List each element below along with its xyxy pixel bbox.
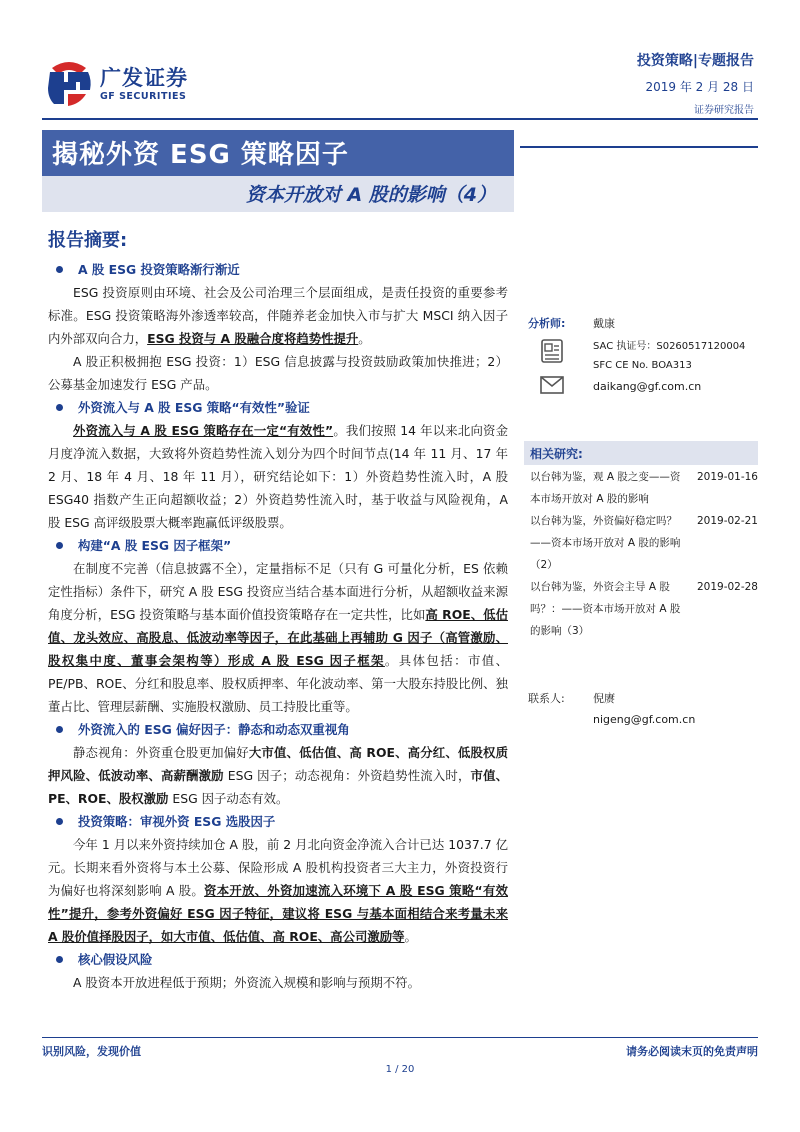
section-paragraph	[48, 350, 508, 396]
section-paragraph	[48, 741, 508, 810]
analyst-label: 分析师:	[528, 317, 566, 330]
footer-disclaimer: 请务必阅读末页的免责声明	[626, 1045, 758, 1058]
paragraph-text: 。我们按照 14 年以来北向资金月度净流入数据，大致将外资趋势性流入划分为四个时间节点(14 年 11 月、17 年 2 月、18 年 4 月、18 年 11 月），研究结论如下：1）外资趋势性流入时，A 股 ESG40 指数产生正向超额收益；2）外资趋势性流入时，基于收益与风险视角，A 股 ESG 高评级股票大概率跑赢低评级股票。	[48, 423, 508, 530]
analyst-sac: SAC 执证号：S0260517120004	[593, 341, 746, 352]
paragraph-text: 在制度不完善（信息披露不全），定量指标不足（只有 G 可量化分析，ES 依赖定性指标）条件下，研究 A 股 ESG 投资应当结合基本面进行分析，从超额收益来源角度分析，ESG 投资策略与基本面价值投资策略存在一定共性，比如	[48, 561, 508, 622]
section-heading: 核心假设风险	[48, 948, 508, 971]
paragraph-text: ESG 投资原则由环境、社会及公司治理三个层面组成，是责任投资的重要参考标准。ESG 投资策略海外渗透率较高，伴随养老金加快入市与扩大 MSCI 纳入因子内外部双向合力，	[48, 285, 508, 346]
section-heading: A 股 ESG 投资策略渐行渐近	[48, 258, 508, 281]
related-item[interactable]	[530, 576, 760, 642]
paragraph-text: A 股资本开放进程低于预期；外资流入规模和影响与预期不符。	[73, 975, 420, 990]
contact-name: 倪赓	[593, 692, 615, 705]
related-item-title: 以台韩为鉴，外资会主导 A 股吗？：——资本市场开放对 A 股的影响（3）	[530, 581, 681, 637]
section-paragraph	[48, 419, 508, 534]
paragraph-text: 。	[358, 331, 371, 346]
paragraph-emphasis-underline: 外资流入与 A 股 ESG 策略存在一定“有效性”	[73, 423, 334, 438]
section-paragraph	[48, 971, 508, 994]
abstract-heading: 报告摘要:	[48, 230, 128, 251]
subtitle-band	[42, 176, 514, 212]
footer-slogan: 识别风险，发现价值	[42, 1045, 141, 1058]
paragraph-text: ESG 因子；动态视角：外资趋势性流入时，	[223, 768, 471, 783]
report-date: 2019 年 2 月 28 日	[645, 80, 754, 94]
related-heading: 相关研究:	[530, 447, 583, 461]
analyst-sfc: SFC CE No. BOA313	[593, 360, 692, 371]
paragraph-emphasis-bold: 大市值、低估值、高 ROE、高分红、低股权质押风险、低波动率、高薪酬激励	[48, 745, 509, 783]
section-paragraph	[48, 281, 508, 350]
paragraph-emphasis-bold: 市值、PE、ROE、股权激励	[48, 768, 509, 806]
header-divider	[42, 118, 758, 120]
title-band	[42, 130, 514, 176]
page-subtitle: 资本开放对 A 股的影响（4）	[245, 184, 496, 206]
section-heading: 外资流入与 A 股 ESG 策略“有效性”验证	[48, 396, 508, 419]
related-item-title: 以台韩为鉴，观 A 股之变——资本市场开放对 A 股的影响	[530, 471, 681, 505]
paragraph-emphasis-underline: 高 ROE、低估值、龙头效应、高股息、低波动率等因子，在此基础上再辅助 G 因子（高管激励、股权集中度、董事会架构等）形成 A 股 ESG 因子框架	[48, 607, 508, 668]
paragraph-emphasis-underline: 资本开放、外资加速流入环境下 A 股 ESG 策略“有效性”提升，参考外资偏好 ESG 因子特征，建议将 ESG 与基本面相结合来考量未来 A 股价值择股因子，如大市值、低估值、高 ROE、高公司激励等	[48, 883, 509, 944]
section-heading: 外资流入的 ESG 偏好因子：静态和动态双重视角	[48, 718, 508, 741]
paragraph-text: 静态视角：外资重仓股更加偏好	[73, 745, 249, 760]
title-right-rule	[520, 130, 758, 148]
footer-divider	[42, 1037, 758, 1038]
contact-label: 联系人:	[528, 692, 565, 705]
id-card-icon	[540, 338, 564, 364]
paragraph-text: 。具体包括：市值、PE/PB、ROE、分红和股息率、股权质押率、年化波动率、第一大股东持股比例、独董占比、管理层薪酬、实施股权激励、员工持股比重等。	[48, 653, 509, 714]
page-title: 揭秘外资 ESG 策略因子	[52, 140, 349, 170]
page-number: 1 / 20	[385, 1064, 415, 1075]
paragraph-text: A 股正积极拥抱 ESG 投资：1）ESG 信息披露与投资鼓励政策加快推进；2）公募基金加速发行 ESG 产品。	[48, 354, 508, 392]
paragraph-text: 。	[404, 929, 417, 944]
related-item[interactable]	[530, 510, 760, 576]
section-paragraph	[48, 557, 508, 718]
logo-en-text: GF SECURITIES	[100, 91, 187, 102]
header-meta	[637, 50, 754, 116]
paragraph-emphasis-underline: ESG 投资与 A 股融合度将趋势性提升	[147, 331, 359, 346]
analyst-email[interactable]: daikang@gf.com.cn	[593, 380, 702, 393]
gf-logo-icon	[46, 58, 92, 108]
report-category: 证券研究报告	[694, 105, 754, 116]
section-heading: 投资策略：审视外资 ESG 选股因子	[48, 810, 508, 833]
company-logo	[46, 58, 216, 108]
contact-email[interactable]: nigeng@gf.com.cn	[593, 713, 696, 726]
logo-cn-text: 广发证券	[100, 66, 188, 90]
section-paragraph	[48, 833, 508, 948]
related-item-date: 2019-02-21	[696, 515, 758, 527]
report-type: 投资策略|专题报告	[636, 53, 754, 69]
related-band	[524, 441, 758, 465]
related-item[interactable]	[530, 466, 760, 510]
related-item-title: 以台韩为鉴，外资偏好稳定吗？——资本市场开放对 A 股的影响（2）	[530, 515, 681, 571]
paragraph-text: 今年 1 月以来外资持续加仓 A 股，前 2 月北向资金净流入合计已达 1037.7 亿元。长期来看外资将与本土公募、保险形成 A 股机构投资者三大主力，外资投资行为偏好也将深刻影响 A 股。	[48, 837, 508, 898]
analyst-name: 戴康	[593, 317, 615, 330]
mail-icon	[540, 376, 564, 394]
section-heading: 构建“A 股 ESG 因子框架”	[48, 534, 508, 557]
abstract-body	[48, 258, 508, 994]
related-item-date: 2019-02-28	[696, 581, 758, 593]
paragraph-text: ESG 因子动态有效。	[168, 791, 289, 806]
related-item-date: 2019-01-16	[696, 471, 758, 483]
